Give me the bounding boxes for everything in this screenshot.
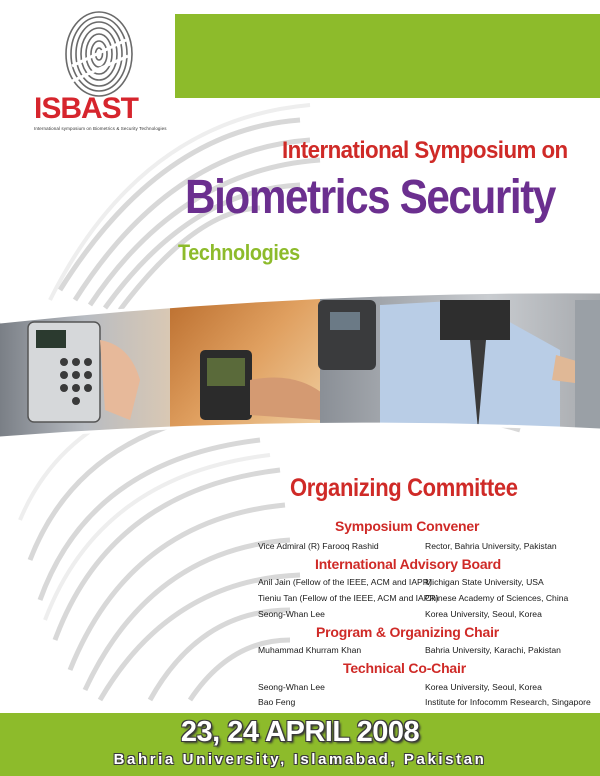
member-affiliation: Korea University, Seoul, Korea: [425, 609, 542, 619]
member-affiliation: Korea University, Seoul, Korea: [425, 682, 542, 692]
member-name: Tieniu Tan (Fellow of the IEEE, ACM and IAPR): [258, 593, 439, 603]
member-affiliation: Institute for Infocomm Research, Singapore: [425, 697, 591, 707]
title-line-2: Biometrics Security: [185, 171, 555, 224]
member-name: Bao Feng: [258, 697, 296, 707]
member-name: Vice Admiral (R) Farooq Rashid: [258, 541, 379, 551]
title-line-1: International Symposium on: [282, 137, 568, 164]
section-advisory-board: International Advisory Board: [315, 556, 502, 572]
member-affiliation: Michigan State University, USA: [425, 577, 544, 587]
section-symposium-convener: Symposium Convener: [335, 518, 480, 534]
member-name: Anil Jain (Fellow of the IEEE, ACM and IAPR): [258, 577, 432, 587]
title-line-3: Technologies: [178, 240, 300, 265]
member-name: Seong-Whan Lee: [258, 609, 325, 619]
committee-heading: Organizing Committee: [290, 474, 518, 502]
member-affiliation: Bahria University, Karachi, Pakistan: [425, 645, 561, 655]
logo-name: ISBAST: [34, 92, 139, 125]
event-venue: Bahria University, Islamabad, Pakistan: [113, 751, 487, 768]
logo-subtitle: International symposium on Biometrics & Security Technologies: [34, 126, 167, 131]
member-affiliation: Chinese Academy of Sciences, China: [425, 593, 569, 603]
member-name: Seong-Whan Lee: [258, 682, 325, 692]
section-program-chair: Program & Organizing Chair: [316, 624, 500, 640]
member-affiliation: Rector, Bahria University, Pakistan: [425, 541, 557, 551]
member-name: Muhammad Khurram Khan: [258, 645, 362, 655]
event-date: 23, 24 APRIL 2008: [180, 716, 420, 748]
section-technical-co-chair: Technical Co-Chair: [343, 660, 466, 676]
